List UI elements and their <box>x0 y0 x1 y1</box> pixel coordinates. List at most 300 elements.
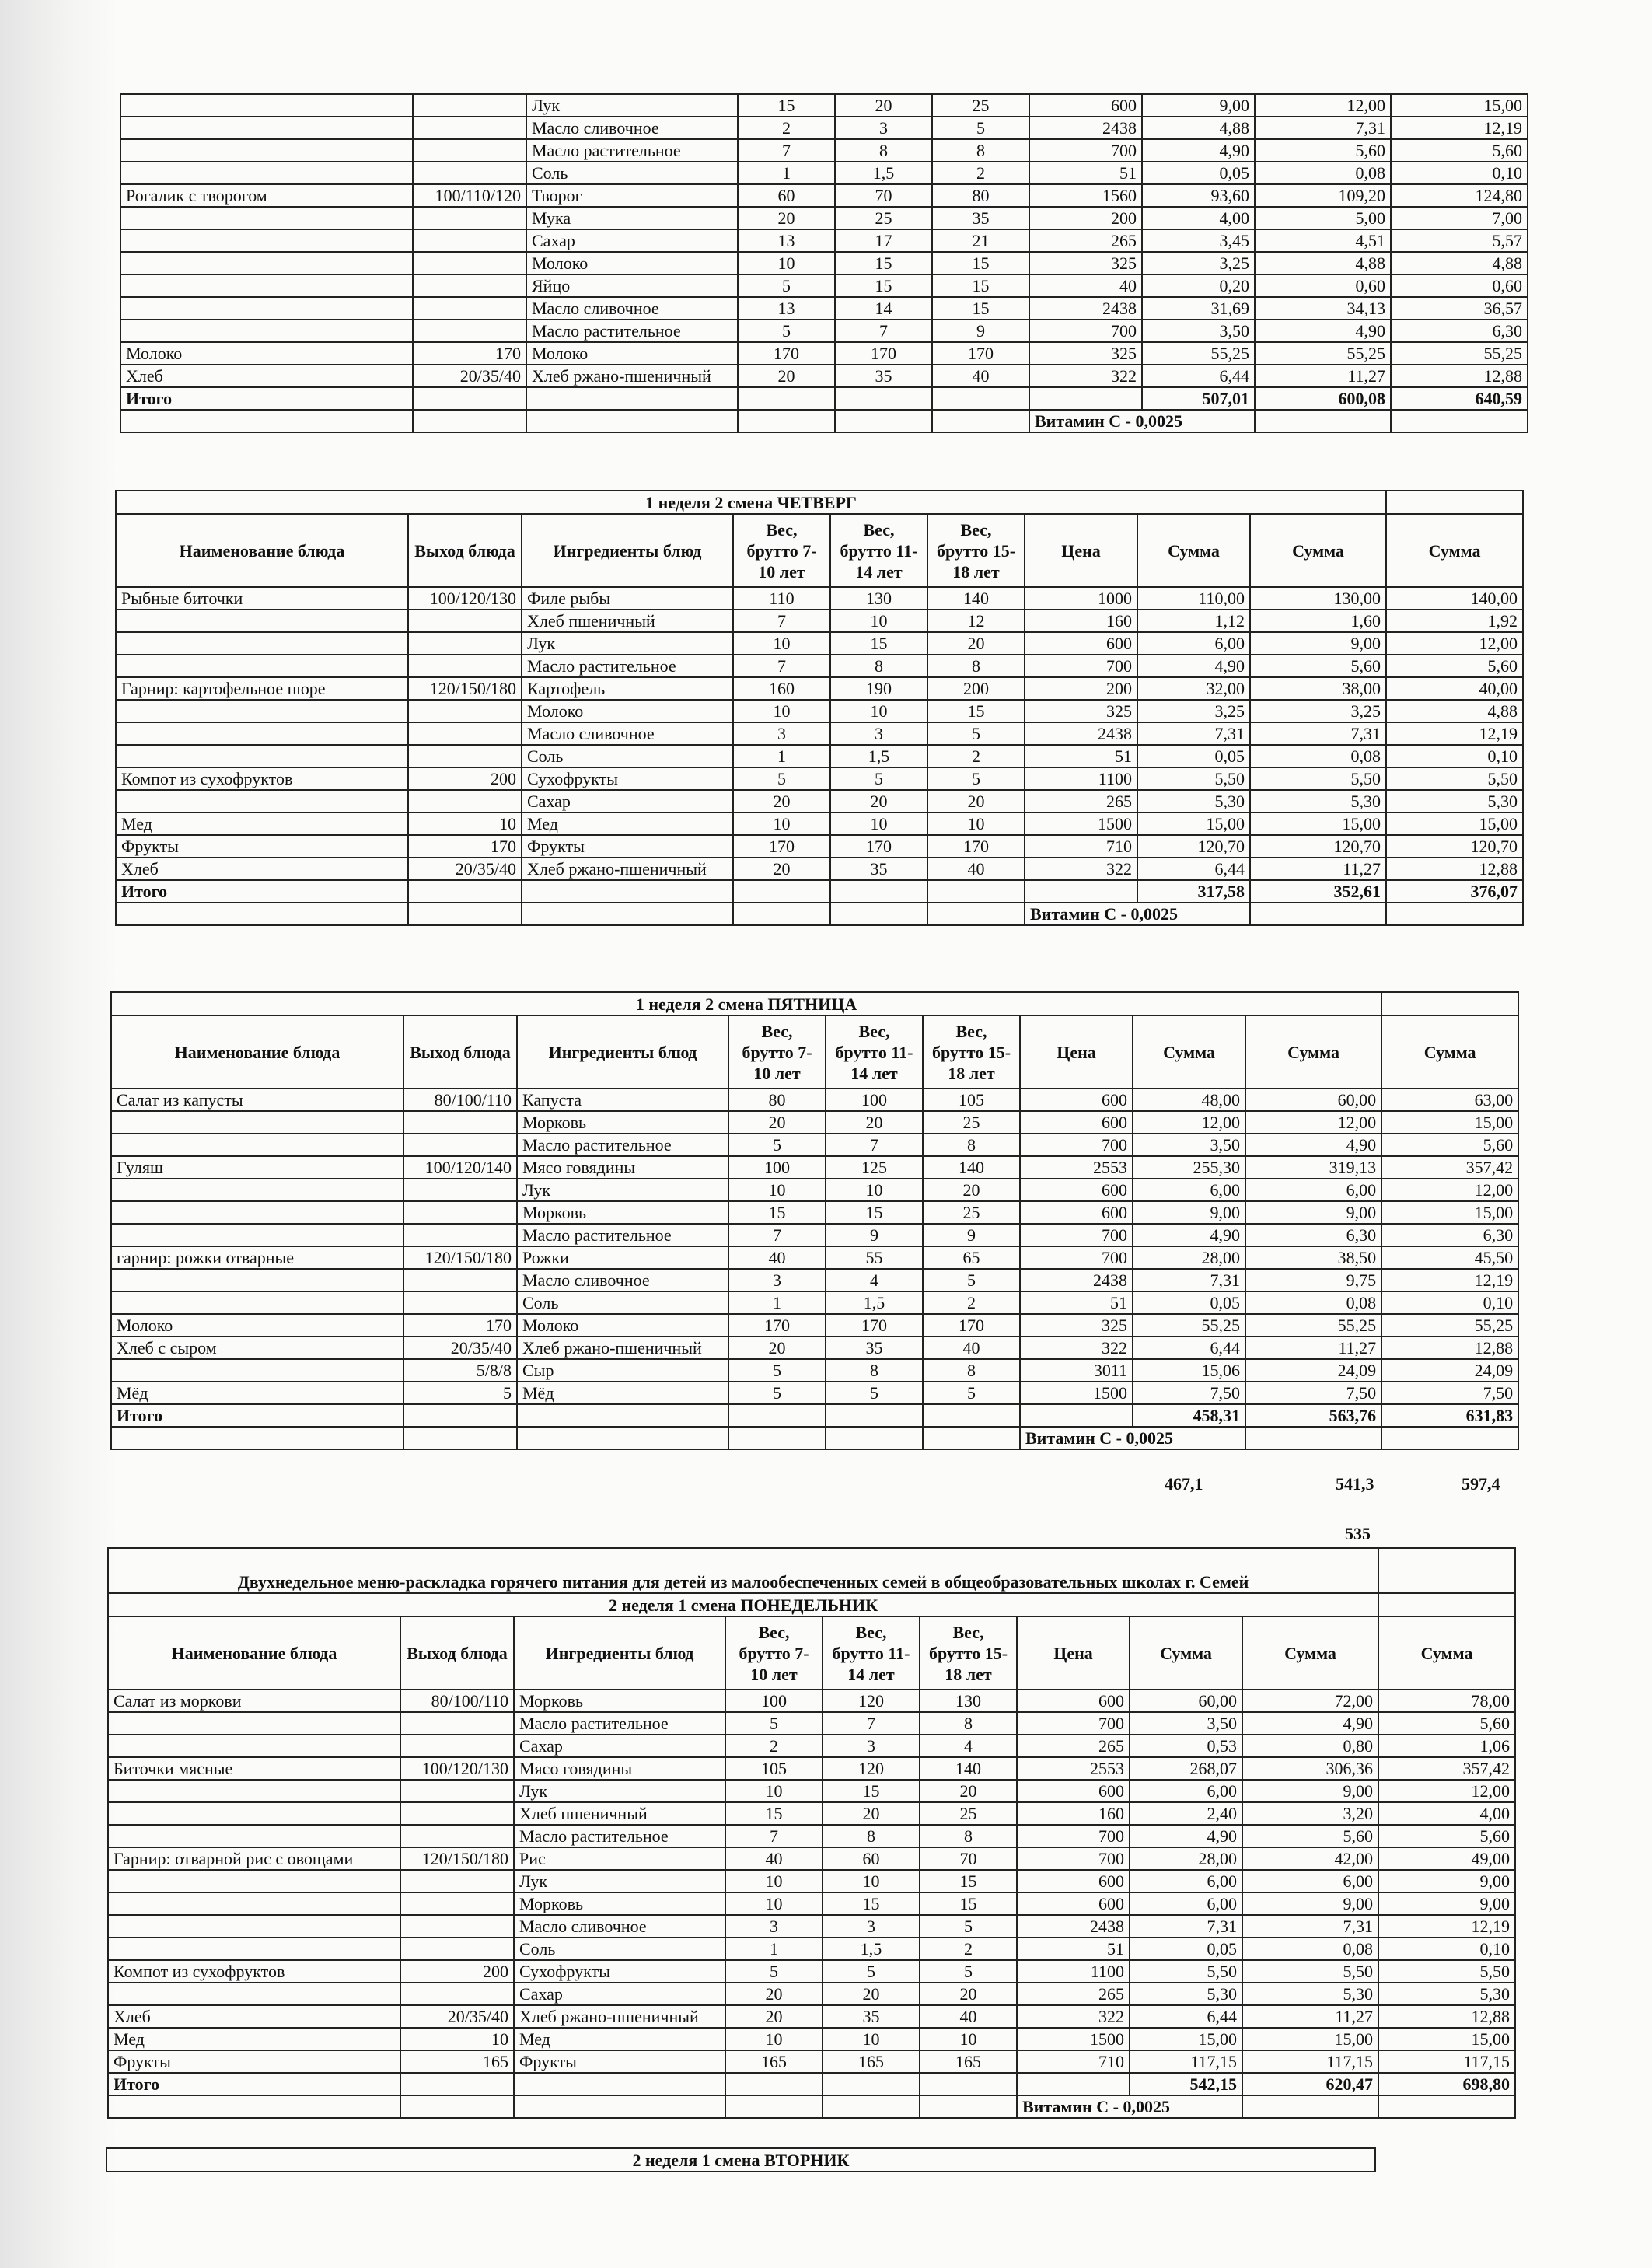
cell: 12,88 <box>1381 1337 1518 1359</box>
cell: Картофель <box>522 677 733 700</box>
cell: Масло сливочное <box>517 1269 728 1291</box>
column-header: Сумма <box>1381 1015 1518 1089</box>
column-header: Вес, брутто 15-18 лет <box>927 514 1025 587</box>
table-row <box>111 1314 1518 1337</box>
cell: 700 <box>1029 139 1142 162</box>
cell: Масло сливочное <box>526 117 738 139</box>
cell: 7,31 <box>1137 722 1250 745</box>
table-row <box>108 1983 1515 2005</box>
empty-cell <box>413 410 526 432</box>
table-row <box>120 94 1528 117</box>
cell: 5,57 <box>1391 229 1528 252</box>
cell: 8 <box>830 655 927 677</box>
column-header: Цена <box>1020 1015 1133 1089</box>
cell: 5 <box>725 1960 823 1983</box>
cell: 170 <box>403 1314 517 1337</box>
cell: 3,50 <box>1133 1134 1245 1156</box>
cell: 12,88 <box>1391 365 1528 387</box>
cell: Рис <box>514 1847 725 1870</box>
cell: 20 <box>728 1337 826 1359</box>
cell: Лук <box>514 1870 725 1892</box>
cell: 38,50 <box>1245 1246 1381 1269</box>
empty-cell <box>835 387 932 410</box>
cell: 700 <box>1020 1134 1133 1156</box>
cell: 5 <box>728 1134 826 1156</box>
cell: 55,25 <box>1391 342 1528 365</box>
cell: 10 <box>920 2028 1017 2050</box>
cell: Соль <box>517 1291 728 1314</box>
cell: 140 <box>920 1757 1017 1780</box>
cell: 357,42 <box>1381 1156 1518 1179</box>
column-header: Выход блюда <box>408 514 522 587</box>
cell: Хлеб ржано-пшеничный <box>526 365 738 387</box>
cell <box>408 655 522 677</box>
cell: 600 <box>1020 1179 1133 1201</box>
cell: 170 <box>927 835 1025 858</box>
cell <box>108 1735 400 1757</box>
cell: Морковь <box>514 1690 725 1712</box>
table-row <box>108 2028 1515 2050</box>
cell <box>116 745 408 767</box>
cell: 51 <box>1017 1938 1130 1960</box>
cell: 20 <box>823 1802 920 1825</box>
table-row <box>111 1269 1518 1291</box>
cell: 20 <box>725 2005 823 2028</box>
cell: 7,31 <box>1133 1269 1245 1291</box>
cell: 265 <box>1029 229 1142 252</box>
cell: Молоко <box>517 1314 728 1337</box>
cell: 55,25 <box>1142 342 1255 365</box>
table-row <box>120 207 1528 229</box>
cell: 4,90 <box>1242 1712 1378 1735</box>
cell: 63,00 <box>1381 1089 1518 1111</box>
cell: 14 <box>835 297 932 320</box>
cell: 12 <box>927 610 1025 632</box>
table-row <box>111 1337 1518 1359</box>
cell: 1,5 <box>823 1938 920 1960</box>
column-header: Сумма <box>1250 514 1386 587</box>
cell: 710 <box>1017 2050 1130 2073</box>
cell: 8 <box>927 655 1025 677</box>
vitamin-note: Витамин С - 0,0025 <box>1029 410 1255 432</box>
cell: Биточки мясные <box>108 1757 400 1780</box>
empty-cell <box>1255 410 1391 432</box>
empty-cell <box>830 903 927 925</box>
cell: 4,90 <box>1142 139 1255 162</box>
cell: Яйцо <box>526 274 738 297</box>
cell <box>120 252 413 274</box>
cell: 1500 <box>1017 2028 1130 2050</box>
cell: 0,05 <box>1137 745 1250 767</box>
menu-main-title: Двухнедельное меню-раскладка горячего питания для детей из малообеспеченных семей в общеобразовательных школах г. Семей <box>108 1548 1378 1593</box>
cell <box>400 1915 514 1938</box>
cell: 25 <box>920 1802 1017 1825</box>
total-value: 698,80 <box>1378 2073 1515 2095</box>
cell: 80 <box>932 184 1029 207</box>
empty-cell <box>738 387 835 410</box>
cell: 5 <box>927 767 1025 790</box>
cell: 7 <box>826 1134 923 1156</box>
cell <box>108 1780 400 1802</box>
empty-cell <box>1391 410 1528 432</box>
cell <box>400 1780 514 1802</box>
table-row <box>116 632 1523 655</box>
cell: Хлеб <box>120 365 413 387</box>
cell: 7 <box>835 320 932 342</box>
cell: 5 <box>923 1382 1020 1404</box>
cell: 9 <box>826 1224 923 1246</box>
cell <box>413 229 526 252</box>
cell: 5 <box>725 1712 823 1735</box>
cell: 170 <box>830 835 927 858</box>
cell: 0,20 <box>1142 274 1255 297</box>
cell: 265 <box>1017 1735 1130 1757</box>
cell: 15,00 <box>1386 812 1523 835</box>
cell: 55,25 <box>1255 342 1391 365</box>
cell: 40 <box>927 858 1025 880</box>
cell: 1,92 <box>1386 610 1523 632</box>
cell: 0,10 <box>1378 1938 1515 1960</box>
cell: Хлеб ржано-пшеничный <box>522 858 733 880</box>
cell: 20 <box>920 1983 1017 2005</box>
cell: 12,88 <box>1378 2005 1515 2028</box>
cell: 10 <box>725 1780 823 1802</box>
column-header: Цена <box>1025 514 1137 587</box>
cell: 140 <box>923 1156 1020 1179</box>
cell: 3 <box>725 1915 823 1938</box>
cell: 4,51 <box>1255 229 1391 252</box>
empty-cell <box>1386 903 1523 925</box>
empty-cell <box>517 1427 728 1449</box>
cell: Гуляш <box>111 1156 403 1179</box>
column-header: Ингредиенты блюд <box>522 514 733 587</box>
cell: 0,10 <box>1391 162 1528 184</box>
cell <box>403 1269 517 1291</box>
cell: 4,88 <box>1142 117 1255 139</box>
cell: 10 <box>826 1179 923 1201</box>
cell: 600 <box>1020 1089 1133 1111</box>
empty-cell <box>932 410 1029 432</box>
table-row <box>120 320 1528 342</box>
cell: 20 <box>927 790 1025 812</box>
cell: 9 <box>932 320 1029 342</box>
cell: 170 <box>728 1314 826 1337</box>
cell: 265 <box>1025 790 1137 812</box>
empty-cell <box>413 387 526 410</box>
menu-table-week2-monday <box>107 1547 1516 2119</box>
cell: 10 <box>725 2028 823 2050</box>
cell: 20/35/40 <box>400 2005 514 2028</box>
empty-cell <box>514 2073 725 2095</box>
table-row <box>116 767 1523 790</box>
cell: 5,50 <box>1378 1960 1515 1983</box>
cell: 0,53 <box>1130 1735 1242 1757</box>
cell: 10 <box>725 1870 823 1892</box>
cell <box>408 632 522 655</box>
table-row <box>111 1359 1518 1382</box>
cell: Компот из сухофруктов <box>108 1960 400 1983</box>
cell: 165 <box>400 2050 514 2073</box>
cell <box>403 1224 517 1246</box>
cell: 160 <box>1017 1802 1130 1825</box>
cell: 9,00 <box>1378 1870 1515 1892</box>
total-value: 542,15 <box>1130 2073 1242 2095</box>
footer-title-table <box>106 2147 1376 2172</box>
column-header: Наименование блюда <box>111 1015 403 1089</box>
cell: 165 <box>823 2050 920 2073</box>
cell: Молоко <box>526 342 738 365</box>
cell: 600 <box>1017 1892 1130 1915</box>
cell: 20 <box>830 790 927 812</box>
cell: 5 <box>733 767 830 790</box>
cell: 120,70 <box>1386 835 1523 858</box>
cell: 0,05 <box>1133 1291 1245 1314</box>
cell: 9,00 <box>1245 1201 1381 1224</box>
cell: 8 <box>920 1712 1017 1735</box>
cell: 60 <box>738 184 835 207</box>
cell: 72,00 <box>1242 1690 1378 1712</box>
table-row <box>120 252 1528 274</box>
cell: 5,60 <box>1391 139 1528 162</box>
cell: Масло сливочное <box>522 722 733 745</box>
cell: 200 <box>1025 677 1137 700</box>
cell: Масло растительное <box>522 655 733 677</box>
total-row <box>116 880 1523 903</box>
cell: 40 <box>923 1337 1020 1359</box>
cell: 5,60 <box>1378 1825 1515 1847</box>
column-header: Сумма <box>1386 514 1523 587</box>
cell: 15 <box>932 274 1029 297</box>
cell: 170 <box>733 835 830 858</box>
cell <box>108 1938 400 1960</box>
cell: 35 <box>830 858 927 880</box>
empty-cell <box>1017 2073 1130 2095</box>
header-row <box>116 514 1523 587</box>
cell: 6,30 <box>1391 320 1528 342</box>
cell: 6,00 <box>1130 1870 1242 1892</box>
empty-cell <box>920 2073 1017 2095</box>
cell: 10 <box>830 610 927 632</box>
cell: 9,00 <box>1378 1892 1515 1915</box>
cell <box>111 1359 403 1382</box>
cell: 20 <box>923 1179 1020 1201</box>
empty-cell <box>920 2095 1017 2118</box>
column-header: Сумма <box>1245 1015 1381 1089</box>
cell: Соль <box>526 162 738 184</box>
cell: 1 <box>725 1938 823 1960</box>
table-row <box>116 722 1523 745</box>
header-row <box>108 1616 1515 1690</box>
table-row <box>108 1802 1515 1825</box>
table-title: 1 неделя 2 смена ПЯТНИЦА <box>111 992 1381 1015</box>
cell: 325 <box>1029 252 1142 274</box>
empty-cell <box>1029 387 1142 410</box>
cell <box>403 1291 517 1314</box>
cell: 15 <box>823 1892 920 1915</box>
cell: 710 <box>1025 835 1137 858</box>
cell: 7,31 <box>1242 1915 1378 1938</box>
cell: 51 <box>1025 745 1137 767</box>
cell: 13 <box>738 229 835 252</box>
cell: 12,00 <box>1378 1780 1515 1802</box>
cell: Творог <box>526 184 738 207</box>
cell: 6,00 <box>1245 1179 1381 1201</box>
cell <box>108 1802 400 1825</box>
cell: 3,45 <box>1142 229 1255 252</box>
table-row <box>108 1735 1515 1757</box>
cell: 165 <box>725 2050 823 2073</box>
column-header: Сумма <box>1130 1616 1242 1690</box>
table-row <box>111 1246 1518 1269</box>
cell: 55,25 <box>1381 1314 1518 1337</box>
cell: 2553 <box>1020 1156 1133 1179</box>
cell: 21 <box>932 229 1029 252</box>
cell: Хлеб <box>116 858 408 880</box>
cell: 10 <box>408 812 522 835</box>
cell <box>400 1825 514 1847</box>
cell: 15 <box>932 297 1029 320</box>
cell: 10 <box>823 2028 920 2050</box>
cell: 322 <box>1025 858 1137 880</box>
title-blank-cell <box>1386 491 1523 514</box>
cell: 93,60 <box>1142 184 1255 207</box>
cell: 12,19 <box>1381 1269 1518 1291</box>
column-header: Сумма <box>1137 514 1250 587</box>
cell: 4 <box>826 1269 923 1291</box>
empty-cell <box>923 1427 1020 1449</box>
column-header: Вес, брутто 11-14 лет <box>823 1616 920 1690</box>
loose-number-3: 597,4 <box>1462 1474 1500 1494</box>
cell <box>111 1269 403 1291</box>
cell: 3,25 <box>1142 252 1255 274</box>
table-row <box>108 1960 1515 1983</box>
cell: 9 <box>923 1224 1020 1246</box>
cell: 15 <box>826 1201 923 1224</box>
table-row <box>116 745 1523 767</box>
cell: 255,30 <box>1133 1156 1245 1179</box>
empty-cell <box>826 1427 923 1449</box>
cell: 200 <box>927 677 1025 700</box>
cell: 15,06 <box>1133 1359 1245 1382</box>
cell: 51 <box>1020 1291 1133 1314</box>
cell: 5,50 <box>1130 1960 1242 1983</box>
cell: 5,30 <box>1386 790 1523 812</box>
cell: 6,00 <box>1242 1870 1378 1892</box>
cell <box>116 610 408 632</box>
total-value: 352,61 <box>1250 880 1386 903</box>
cell: 10 <box>725 1892 823 1915</box>
cell: 2 <box>923 1291 1020 1314</box>
cell <box>120 229 413 252</box>
cell: 3,50 <box>1130 1712 1242 1735</box>
cell: Сахар <box>514 1983 725 2005</box>
cell: 160 <box>733 677 830 700</box>
cell: 15,00 <box>1381 1201 1518 1224</box>
total-value: 631,83 <box>1381 1404 1518 1427</box>
cell: Гарнир: отварной рис с овощами <box>108 1847 400 1870</box>
cell: 65 <box>923 1246 1020 1269</box>
table-row <box>108 1712 1515 1735</box>
column-header: Вес, брутто 11-14 лет <box>826 1015 923 1089</box>
cell: 12,00 <box>1386 632 1523 655</box>
cell <box>111 1291 403 1314</box>
column-header: Ингредиенты блюд <box>514 1616 725 1690</box>
cell <box>400 1802 514 1825</box>
cell: 4,00 <box>1142 207 1255 229</box>
cell: 7 <box>738 139 835 162</box>
cell: 1 <box>733 745 830 767</box>
cell: Хлеб ржано-пшеничный <box>517 1337 728 1359</box>
column-header: Выход блюда <box>403 1015 517 1089</box>
cell: Соль <box>522 745 733 767</box>
cell: 124,80 <box>1391 184 1528 207</box>
cell: 11,27 <box>1250 858 1386 880</box>
cell: 170 <box>408 835 522 858</box>
cell: 100 <box>728 1156 826 1179</box>
column-header: Наименование блюда <box>116 514 408 587</box>
table-row <box>120 162 1528 184</box>
empty-cell <box>1381 1427 1518 1449</box>
cell: 12,00 <box>1133 1111 1245 1134</box>
cell: 0,10 <box>1386 745 1523 767</box>
cell: 100/120/130 <box>400 1757 514 1780</box>
cell: 3,25 <box>1137 700 1250 722</box>
cell: Хлеб пшеничный <box>522 610 733 632</box>
cell: Масло растительное <box>514 1712 725 1735</box>
cell: 40 <box>1029 274 1142 297</box>
cell: Рожки <box>517 1246 728 1269</box>
vitamin-row <box>116 903 1523 925</box>
total-value: 640,59 <box>1391 387 1528 410</box>
cell: 4,90 <box>1137 655 1250 677</box>
cell: 70 <box>835 184 932 207</box>
cell: 40 <box>920 2005 1017 2028</box>
cell <box>400 1735 514 1757</box>
cell: 4,90 <box>1130 1825 1242 1847</box>
cell: Масло сливочное <box>514 1915 725 1938</box>
cell: 3,20 <box>1242 1802 1378 1825</box>
cell: 9,00 <box>1250 632 1386 655</box>
table-title-row <box>111 992 1518 1015</box>
empty-cell <box>526 410 738 432</box>
cell: 80/100/110 <box>403 1089 517 1111</box>
cell <box>120 297 413 320</box>
empty-cell <box>835 410 932 432</box>
cell: 700 <box>1017 1847 1130 1870</box>
cell: 0,08 <box>1245 1291 1381 1314</box>
cell: 700 <box>1020 1246 1133 1269</box>
cell: 5 <box>830 767 927 790</box>
cell: Мясо говядины <box>514 1757 725 1780</box>
cell: Фрукты <box>514 2050 725 2073</box>
cell: 2 <box>927 745 1025 767</box>
empty-cell <box>1020 1404 1133 1427</box>
cell: 15 <box>738 94 835 117</box>
empty-cell <box>400 2095 514 2118</box>
cell: Молоко <box>111 1314 403 1337</box>
cell: 12,00 <box>1255 94 1391 117</box>
cell: 322 <box>1017 2005 1130 2028</box>
cell: 100 <box>725 1690 823 1712</box>
table-row <box>111 1291 1518 1314</box>
cell: 1 <box>728 1291 826 1314</box>
table-row <box>116 835 1523 858</box>
cell: 2 <box>725 1735 823 1757</box>
cell: 15 <box>725 1802 823 1825</box>
cell: 170 <box>835 342 932 365</box>
cell <box>400 1870 514 1892</box>
cell: 10 <box>830 812 927 835</box>
